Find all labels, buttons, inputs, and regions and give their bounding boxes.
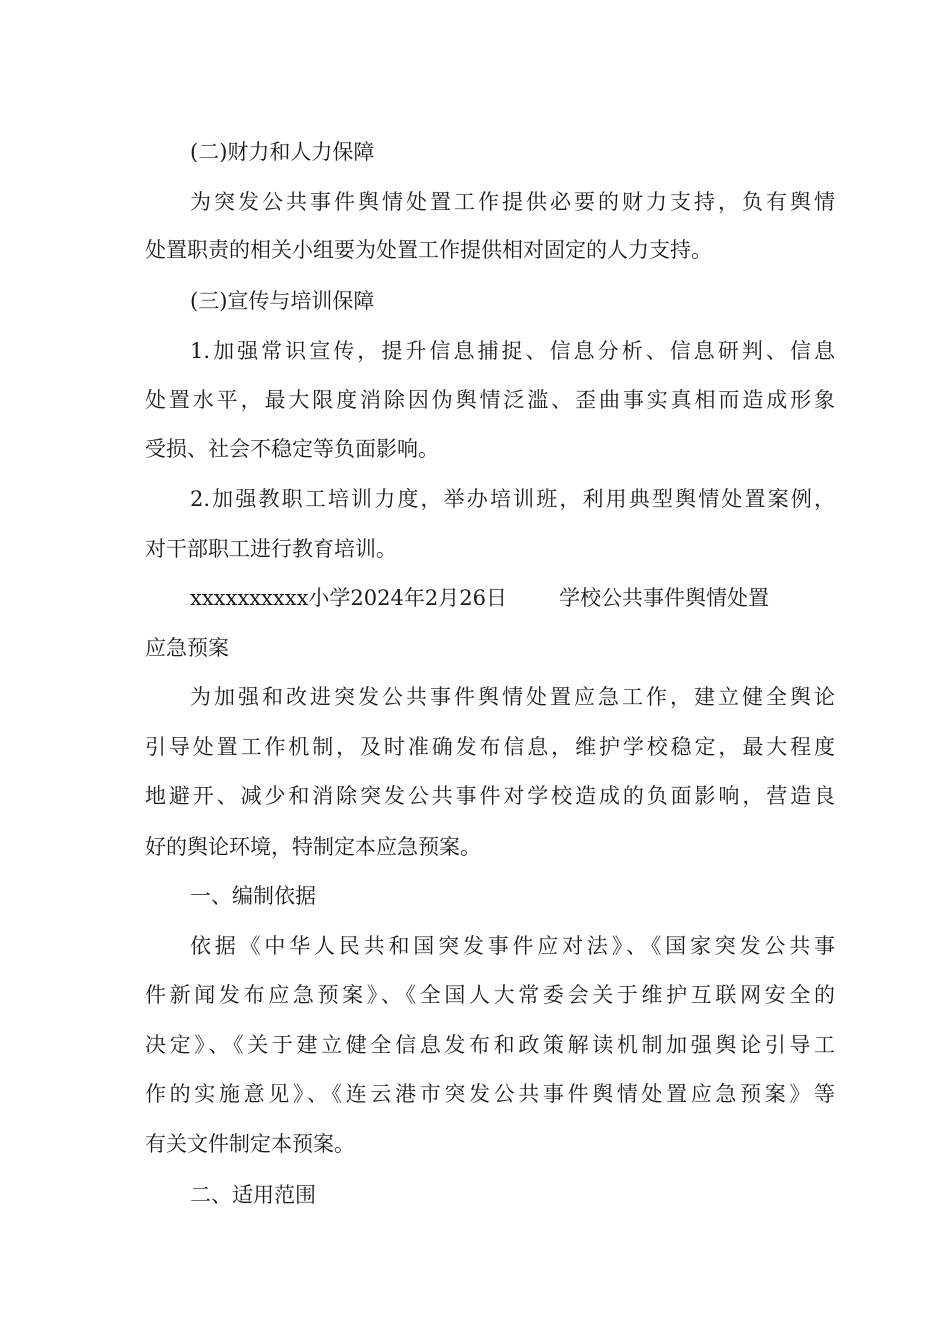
signature-date-line bbox=[190, 584, 835, 612]
document-title-part1: 学校公共事件舆情处置 bbox=[558, 586, 769, 610]
section-heading-financial: (二)财力和人力保障 bbox=[190, 140, 375, 164]
paragraph-line: 决定》、《关于建立健全信息发布和政策解读机制加强舆论引导工 bbox=[145, 1033, 835, 1057]
paragraph-line: 好的舆论环境，特制定本应急预案。 bbox=[145, 835, 481, 859]
paragraph-line: 对干部职工进行教育培训。 bbox=[145, 537, 397, 561]
paragraph-line: 受损、社会不稳定等负面影响。 bbox=[145, 437, 439, 461]
paragraph-line: 2.加强教职工培训力度，举办培训班，利用典型舆情处置案例， bbox=[190, 487, 835, 511]
section-heading-scope: 二、适用范围 bbox=[190, 1183, 316, 1207]
paragraph-line: 作的实施意见》、《连云港市突发公共事件舆情处置应急预案》等 bbox=[145, 1082, 835, 1106]
paragraph-line: 件新闻发布应急预案》、《全国人大常委会关于维护互联网安全的 bbox=[145, 983, 835, 1007]
paragraph-line: 依据《中华人民共和国突发事件应对法》、《国家突发公共事 bbox=[190, 934, 835, 958]
paragraph-line: 为突发公共事件舆情处置工作提供必要的财力支持，负有舆情 bbox=[190, 190, 835, 214]
paragraph-line: 处置职责的相关小组要为处置工作提供相对固定的人力支持。 bbox=[145, 238, 712, 262]
section-heading-basis: 一、编制依据 bbox=[190, 884, 316, 908]
signature-date: xxxxxxxxxx小学2024年2月26日 bbox=[190, 586, 507, 610]
document-title-part2: 应急预案 bbox=[145, 636, 229, 660]
paragraph-line: 1.加强常识宣传，提升信息捕捉、信息分析、信息研判、信息 bbox=[190, 339, 835, 363]
paragraph-line: 地避开、减少和消除突发公共事件对学校造成的负面影响，营造良 bbox=[145, 784, 835, 808]
paragraph-line: 处置水平，最大限度消除因伪舆情泛滥、歪曲事实真相而造成形象 bbox=[145, 388, 835, 412]
paragraph-line: 引导处置工作机制，及时准确发布信息，维护学校稳定，最大程度 bbox=[145, 735, 835, 759]
paragraph-line: 为加强和改进突发公共事件舆情处置应急工作，建立健全舆论 bbox=[190, 685, 835, 709]
section-heading-training: (三)宣传与培训保障 bbox=[190, 289, 375, 313]
paragraph-line: 有关文件制定本预案。 bbox=[145, 1132, 355, 1156]
